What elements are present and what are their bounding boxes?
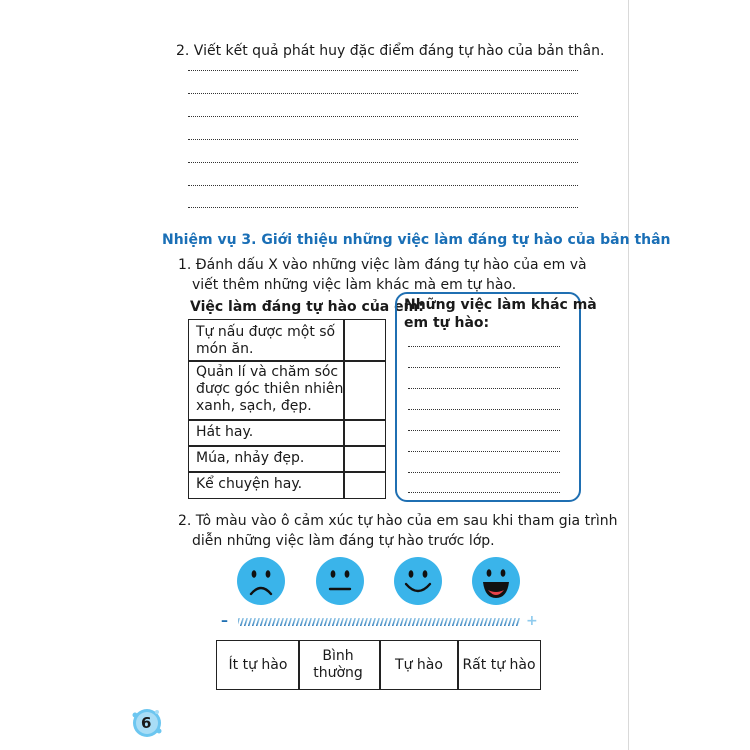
row-5-line-1: Kể chuyện hay.	[196, 476, 303, 492]
answer-line[interactable]	[408, 451, 560, 452]
row-2-line-1: Quản lí và chăm sóc	[196, 364, 339, 380]
rating-label-normal: Bình thường	[313, 648, 363, 681]
rating-label-little-proud: Ít tự hào	[228, 656, 288, 673]
sad-face-icon[interactable]	[236, 556, 286, 606]
checkbox-cell[interactable]	[343, 360, 386, 421]
question-1-line1: 1. Đánh dấu X vào những việc làm đáng tự hào của em và	[178, 257, 587, 273]
page-number: 6	[141, 714, 152, 732]
rating-label-very-proud: Rất tự hào	[462, 656, 536, 673]
question-2-write-results: 2. Viết kết quả phát huy đặc điểm đáng tự hào của bản thân.	[176, 43, 605, 59]
answer-line[interactable]	[408, 492, 560, 493]
other-box-title-line2: em tự hào:	[404, 315, 490, 331]
row-1-line-1: Tự nấu được một số	[196, 324, 336, 340]
table-heading: Việc làm đáng tự hào của em:	[190, 299, 424, 315]
feeling-scale-bar	[220, 616, 540, 628]
question-2-line2: diễn những việc làm đáng tự hào trước lớp.	[192, 533, 495, 549]
row-2-line-2: được góc thiên nhiên	[196, 381, 344, 397]
row-4-line-1: Múa, nhảy đẹp.	[196, 450, 305, 466]
row-3-line-1: Hát hay.	[196, 424, 254, 440]
neutral-face-icon[interactable]	[315, 556, 365, 606]
row-2-line-3: xanh, sạch, đẹp.	[196, 398, 312, 414]
answer-line[interactable]	[408, 388, 560, 389]
answer-line[interactable]	[188, 207, 578, 208]
answer-line[interactable]	[188, 162, 578, 163]
answer-line[interactable]	[408, 472, 560, 473]
answer-line[interactable]	[188, 116, 578, 117]
question-2-line1: 2. Tô màu vào ô cảm xúc tự hào của em sau khi tham gia trình	[178, 513, 618, 529]
rating-label-proud: Tự hào	[395, 656, 443, 673]
very-happy-face-icon[interactable]	[471, 556, 521, 606]
checkbox-cell[interactable]	[343, 419, 386, 447]
happy-face-icon[interactable]	[393, 556, 443, 606]
answer-line[interactable]	[188, 93, 578, 94]
question-1-line2: viết thêm những việc làm khác mà em tự hào.	[192, 277, 517, 293]
scale-plus-label: +	[526, 613, 538, 629]
answer-line[interactable]	[188, 70, 578, 71]
answer-line[interactable]	[408, 430, 560, 431]
row-1-line-2: món ăn.	[196, 341, 254, 357]
other-box-title-line1: Những việc làm khác mà	[404, 297, 597, 313]
answer-line[interactable]	[188, 185, 578, 186]
checkbox-cell[interactable]	[343, 445, 386, 473]
checkbox-cell[interactable]	[343, 471, 386, 499]
checkbox-cell[interactable]	[343, 319, 386, 362]
scale-minus-label: –	[221, 613, 228, 629]
task-3-heading: Nhiệm vụ 3. Giới thiệu những việc làm đáng tự hào của bản thân	[162, 232, 671, 248]
answer-line[interactable]	[408, 346, 560, 347]
answer-line[interactable]	[408, 409, 560, 410]
answer-line[interactable]	[408, 367, 560, 368]
answer-line[interactable]	[188, 139, 578, 140]
